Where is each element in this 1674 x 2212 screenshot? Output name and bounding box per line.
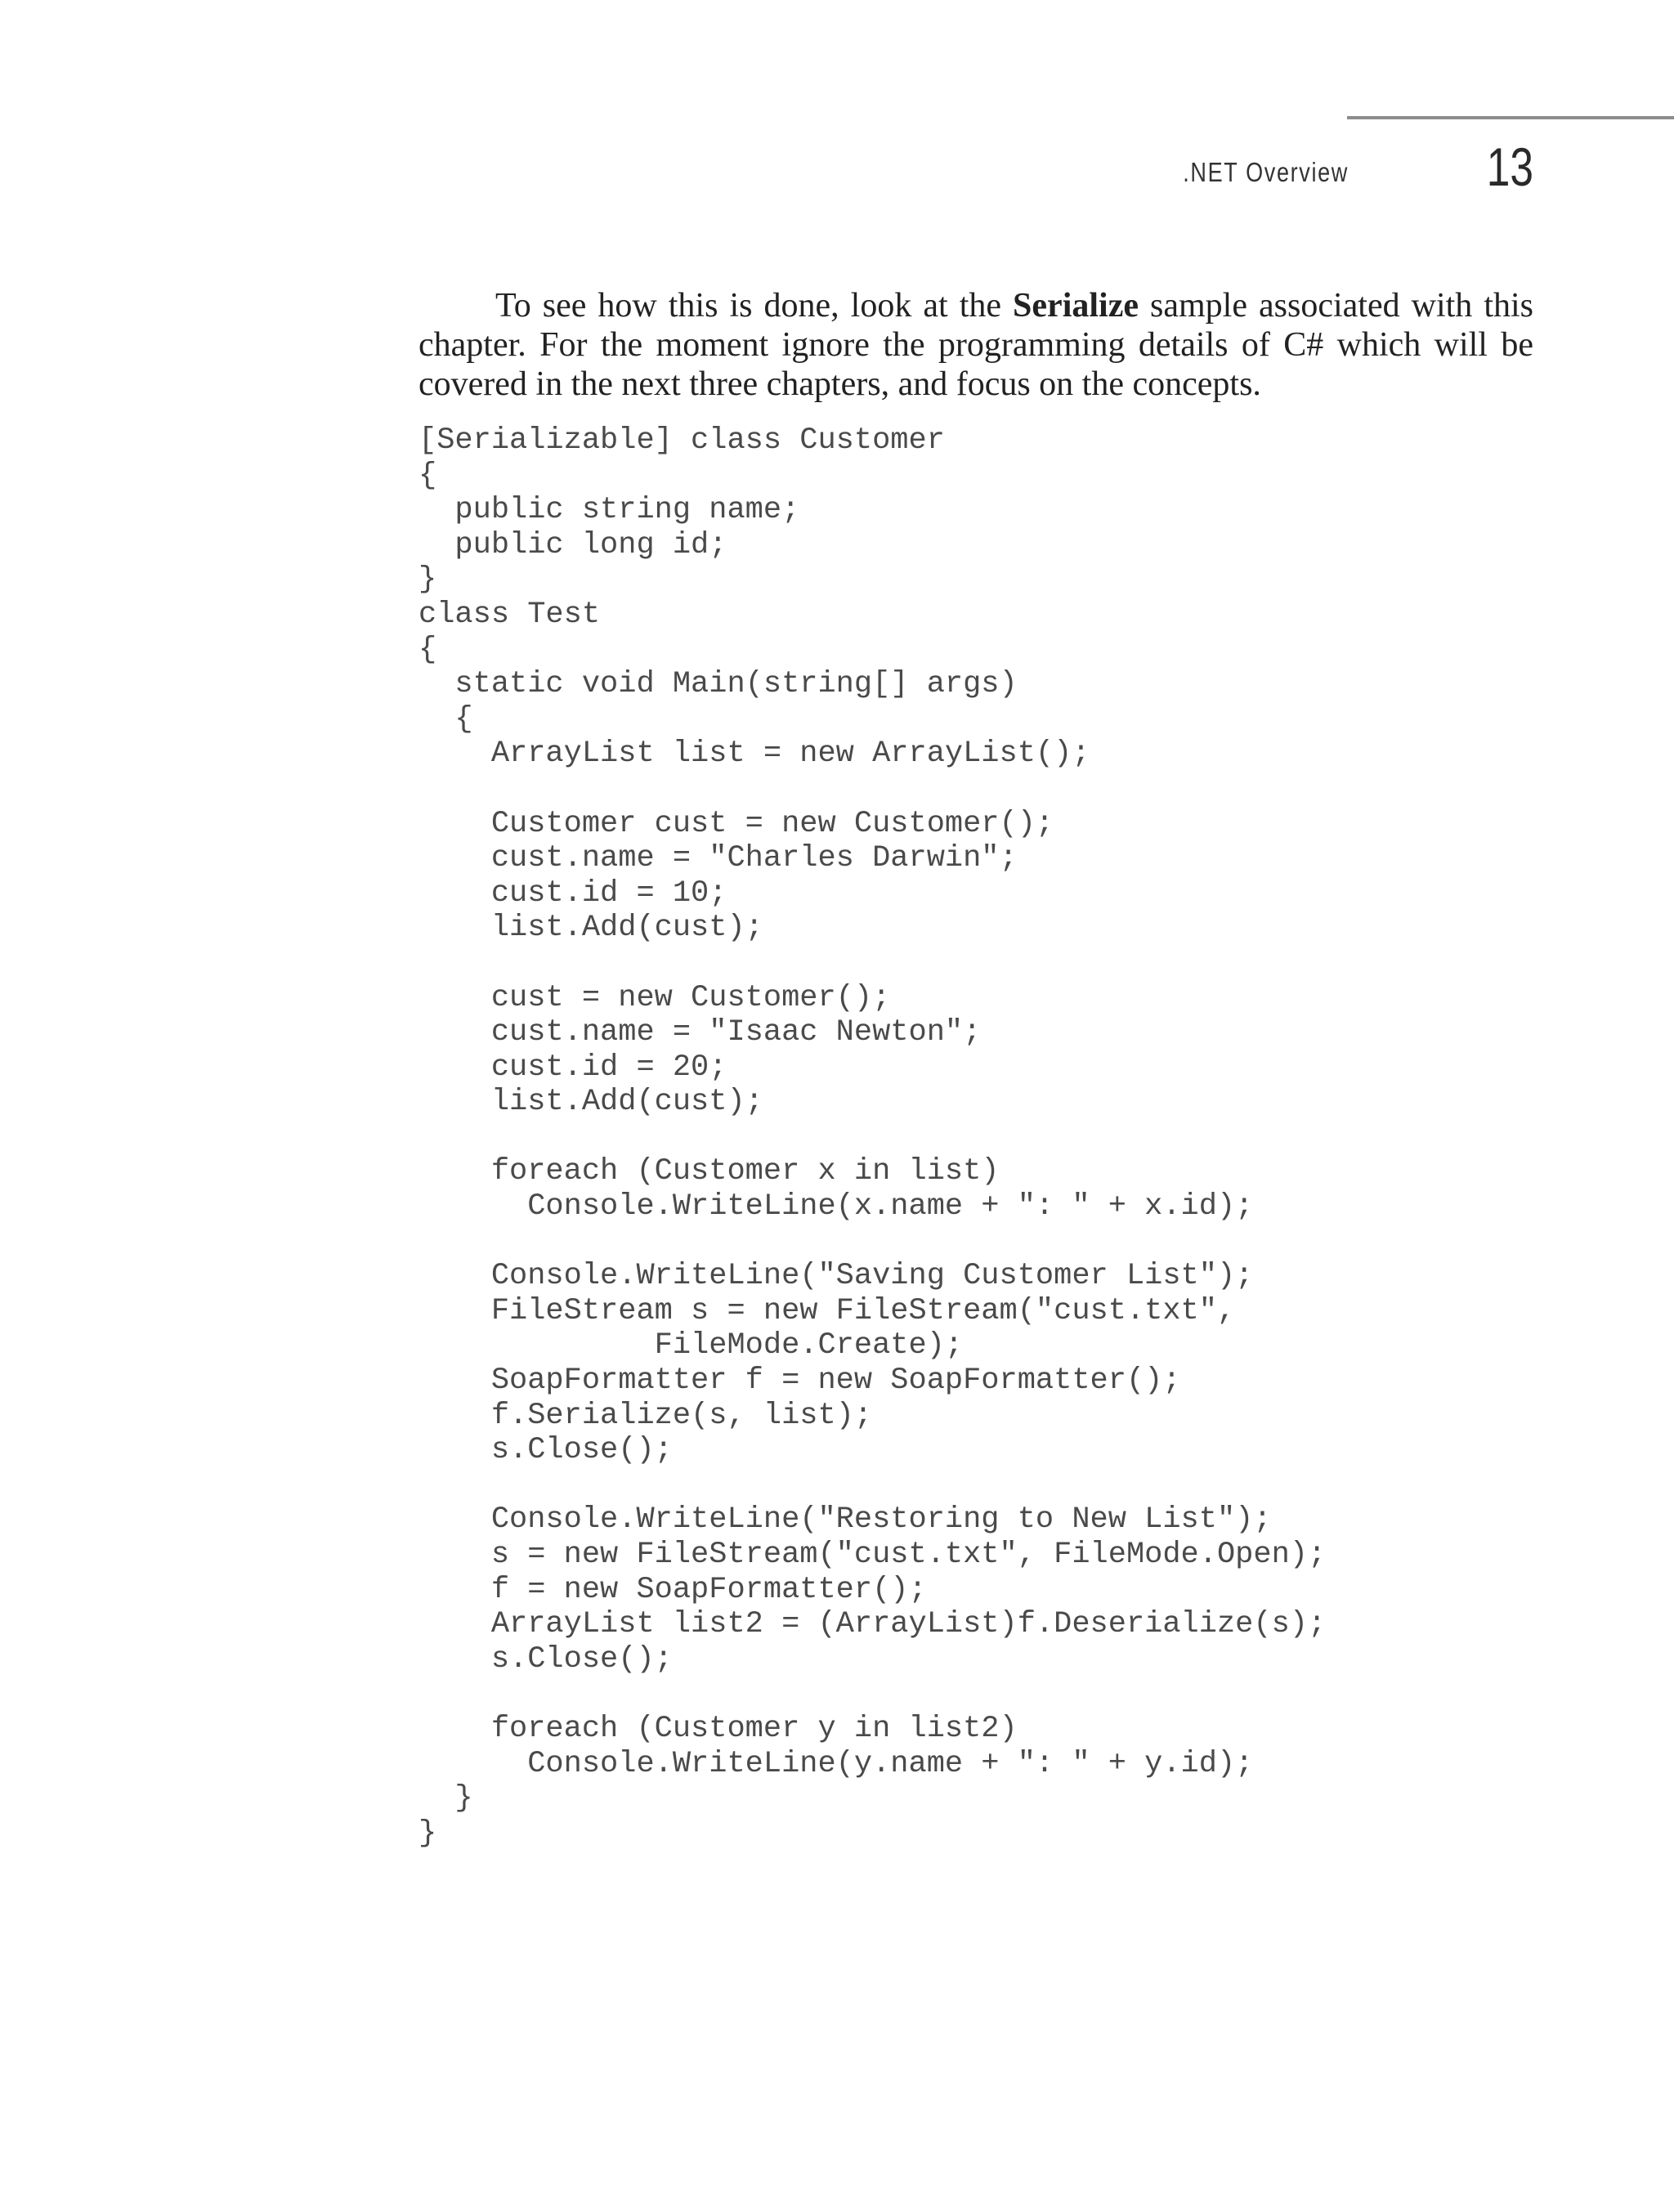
code-line <box>418 946 1563 981</box>
code-line: Console.WriteLine("Saving Customer List"); <box>418 1259 1254 1294</box>
code-line <box>418 1120 1563 1155</box>
code-line: s = new FileStream("cust.txt", FileMode.Open); <box>418 1538 1327 1572</box>
code-line: list.Add(cust); <box>418 911 763 946</box>
paragraph-text-after-bold: sample associated with this chapter. For the moment ignore the programming details of C# which will be covered in the next three chapters, and focus on the concepts. <box>418 287 1533 403</box>
code-line: { <box>418 632 437 667</box>
code-line: list.Add(cust); <box>418 1085 763 1120</box>
code-line: Console.WriteLine(y.name + ": " + y.id); <box>418 1746 1254 1781</box>
code-line: class Test <box>418 597 601 632</box>
code-line: f.Serialize(s, list); <box>418 1398 873 1433</box>
code-line: SoapFormatter f = new SoapFormatter(); <box>418 1363 1181 1399</box>
code-line: s.Close(); <box>418 1641 673 1677</box>
code-line: s.Close(); <box>418 1433 673 1468</box>
paragraph-text-before-bold: To see how this is done, look at the <box>495 287 1014 325</box>
code-line: Console.WriteLine("Restoring to New List"); <box>418 1502 1272 1538</box>
code-line: static void Main(string[] args) <box>418 667 1018 702</box>
code-line: cust.name = "Isaac Newton"; <box>418 1015 982 1050</box>
code-line: public string name; <box>418 493 800 528</box>
code-line: } <box>418 1816 437 1851</box>
code-line: cust.id = 20; <box>418 1050 727 1085</box>
header-rule <box>1347 116 1674 119</box>
code-line: { <box>418 701 473 737</box>
code-line <box>418 1225 1563 1260</box>
code-line <box>418 1468 1563 1503</box>
code-line: } <box>418 562 437 598</box>
code-line: cust.id = 10; <box>418 875 727 911</box>
code-line: Console.WriteLine(x.name + ": " + x.id); <box>418 1189 1254 1225</box>
code-line: public long id; <box>418 527 727 562</box>
body-paragraph <box>418 286 1533 404</box>
code-line: FileMode.Create); <box>418 1328 964 1363</box>
code-line: } <box>418 1781 473 1816</box>
code-line: ArrayList list = new ArrayList(); <box>418 737 1090 772</box>
code-line: Customer cust = new Customer(); <box>418 806 1054 841</box>
code-line: [Serializable] class Customer <box>418 423 945 458</box>
code-line: foreach (Customer y in list2) <box>418 1711 1018 1746</box>
code-line: { <box>418 458 437 493</box>
running-head: .NET Overview <box>1183 157 1349 187</box>
code-line: FileStream s = new FileStream("cust.txt", <box>418 1293 1236 1328</box>
code-line: foreach (Customer x in list) <box>418 1154 1000 1189</box>
code-listing <box>418 423 1563 1851</box>
code-line <box>418 1677 1563 1712</box>
code-line: f = new SoapFormatter(); <box>418 1572 927 1607</box>
code-line <box>418 772 1563 807</box>
code-line: cust = new Customer(); <box>418 980 891 1015</box>
paragraph-bold-term: Serialize <box>1013 287 1139 325</box>
code-line: cust.name = "Charles Darwin"; <box>418 841 1018 876</box>
page-number: 13 <box>1486 137 1533 197</box>
code-line: ArrayList list2 = (ArrayList)f.Deserialize(s); <box>418 1607 1327 1642</box>
